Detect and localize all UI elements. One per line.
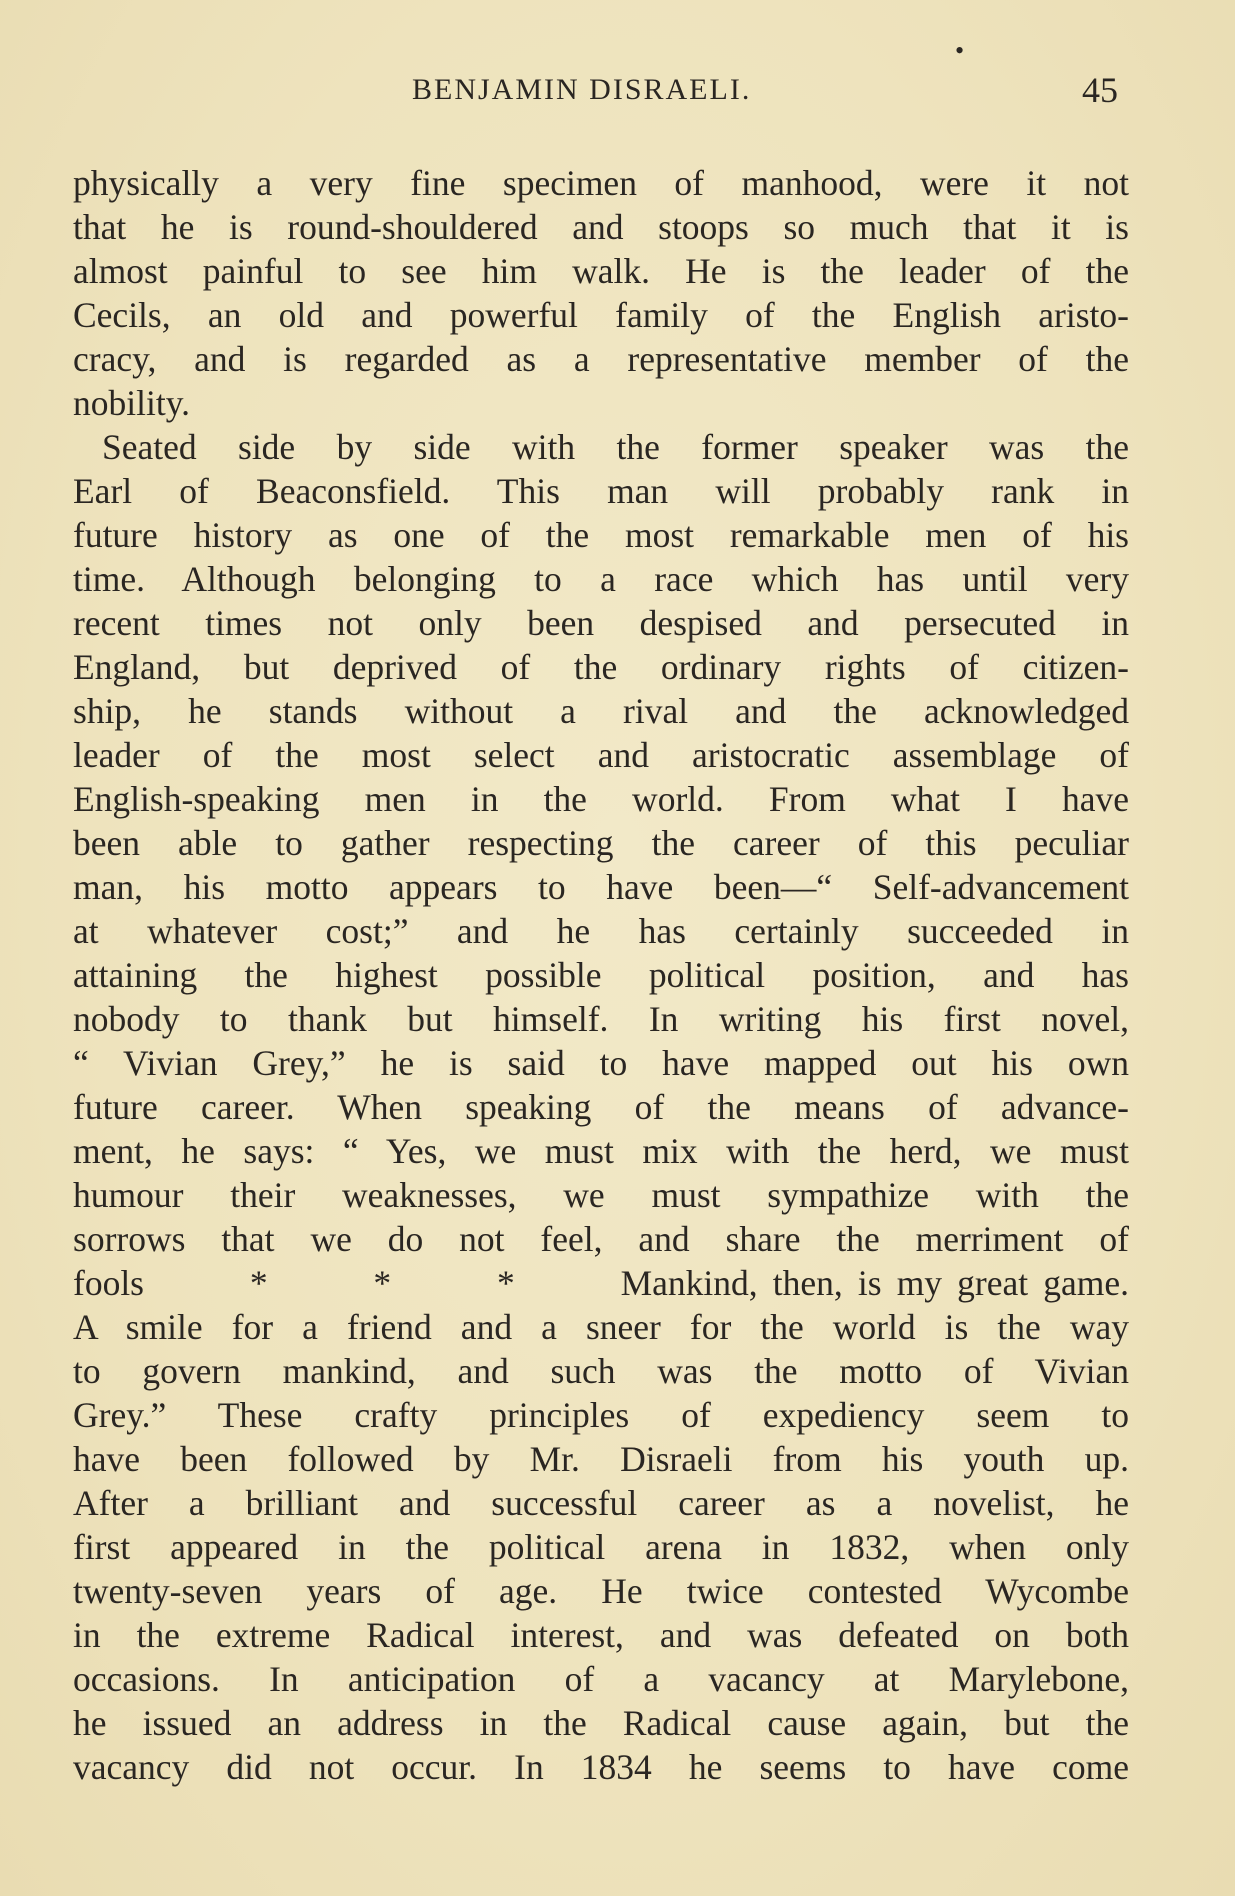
text-line: Cecils, an old and powerful family of the English aristo- [73,295,1129,335]
text-line: Grey.” These crafty principles of expediency seem to [73,1395,1129,1435]
text-line: twenty-seven years of age. He twice contested Wycombe [73,1571,1129,1611]
text-line: at whatever cost;” and he has certainly succeeded in [73,911,1129,951]
text-line: vacancy did not occur. In 1834 he seems to have come [73,1747,1129,1787]
text-line: he issued an address in the Radical cause again, but the [73,1703,1129,1743]
paragraph-start-line: Seated side by side with the former speaker was the [102,427,1129,467]
printer-mark: • [955,36,965,65]
text-line: Earl of Beaconsfield. This man will probably rank in [73,471,1129,511]
text-line: man, his motto appears to have been—“ Self-advancement [73,867,1129,907]
running-head: BENJAMIN DISRAELI. [412,73,752,106]
text-line: that he is round-shouldered and stoops so much that it is [73,207,1129,247]
text-line-with-ellipsis-stars: fools * * * Mankind, then, is my great game. [73,1263,1129,1303]
text-line: sorrows that we do not feel, and share the merriment of [73,1219,1129,1259]
text-line: cracy, and is regarded as a representative member of the [73,339,1129,379]
text-line: recent times not only been despised and persecuted in [73,603,1129,643]
page-number: 45 [1082,70,1118,110]
text-line: humour their weaknesses, we must sympathize with the [73,1175,1129,1215]
text-line: leader of the most select and aristocratic assemblage of [73,735,1129,775]
text-line: occasions. In anticipation of a vacancy at Marylebone, [73,1659,1129,1699]
text-line: English-speaking men in the world. From what I have [73,779,1129,819]
text-line: “ Vivian Grey,” he is said to have mapped out his own [73,1043,1129,1083]
text-line: attaining the highest possible political position, and has [73,955,1129,995]
text-line: England, but deprived of the ordinary rights of citizen- [73,647,1129,687]
text-line: nobility. [73,383,191,423]
text-line: nobody to thank but himself. In writing his first novel, [73,999,1129,1039]
text-line: in the extreme Radical interest, and was defeated on both [73,1615,1129,1655]
text-line: future career. When speaking of the means of advance- [73,1087,1129,1127]
text-line: been able to gather respecting the career of this peculiar [73,823,1129,863]
text-line: ment, he says: “ Yes, we must mix with the herd, we must [73,1131,1129,1171]
text-line: physically a very fine specimen of manhood, were it not [73,163,1129,203]
text-line: first appeared in the political arena in 1832, when only [73,1527,1129,1567]
text-line: have been followed by Mr. Disraeli from his youth up. [73,1439,1129,1479]
text-line: future history as one of the most remarkable men of his [73,515,1129,555]
text-line: ship, he stands without a rival and the acknowledged [73,691,1129,731]
text-line: almost painful to see him walk. He is the leader of the [73,251,1129,291]
text-line: time. Although belonging to a race which has until very [73,559,1129,599]
text-line: After a brilliant and successful career as a novelist, he [73,1483,1129,1523]
text-line: A smile for a friend and a sneer for the world is the way [73,1307,1129,1347]
text-line: to govern mankind, and such was the motto of Vivian [73,1351,1129,1391]
